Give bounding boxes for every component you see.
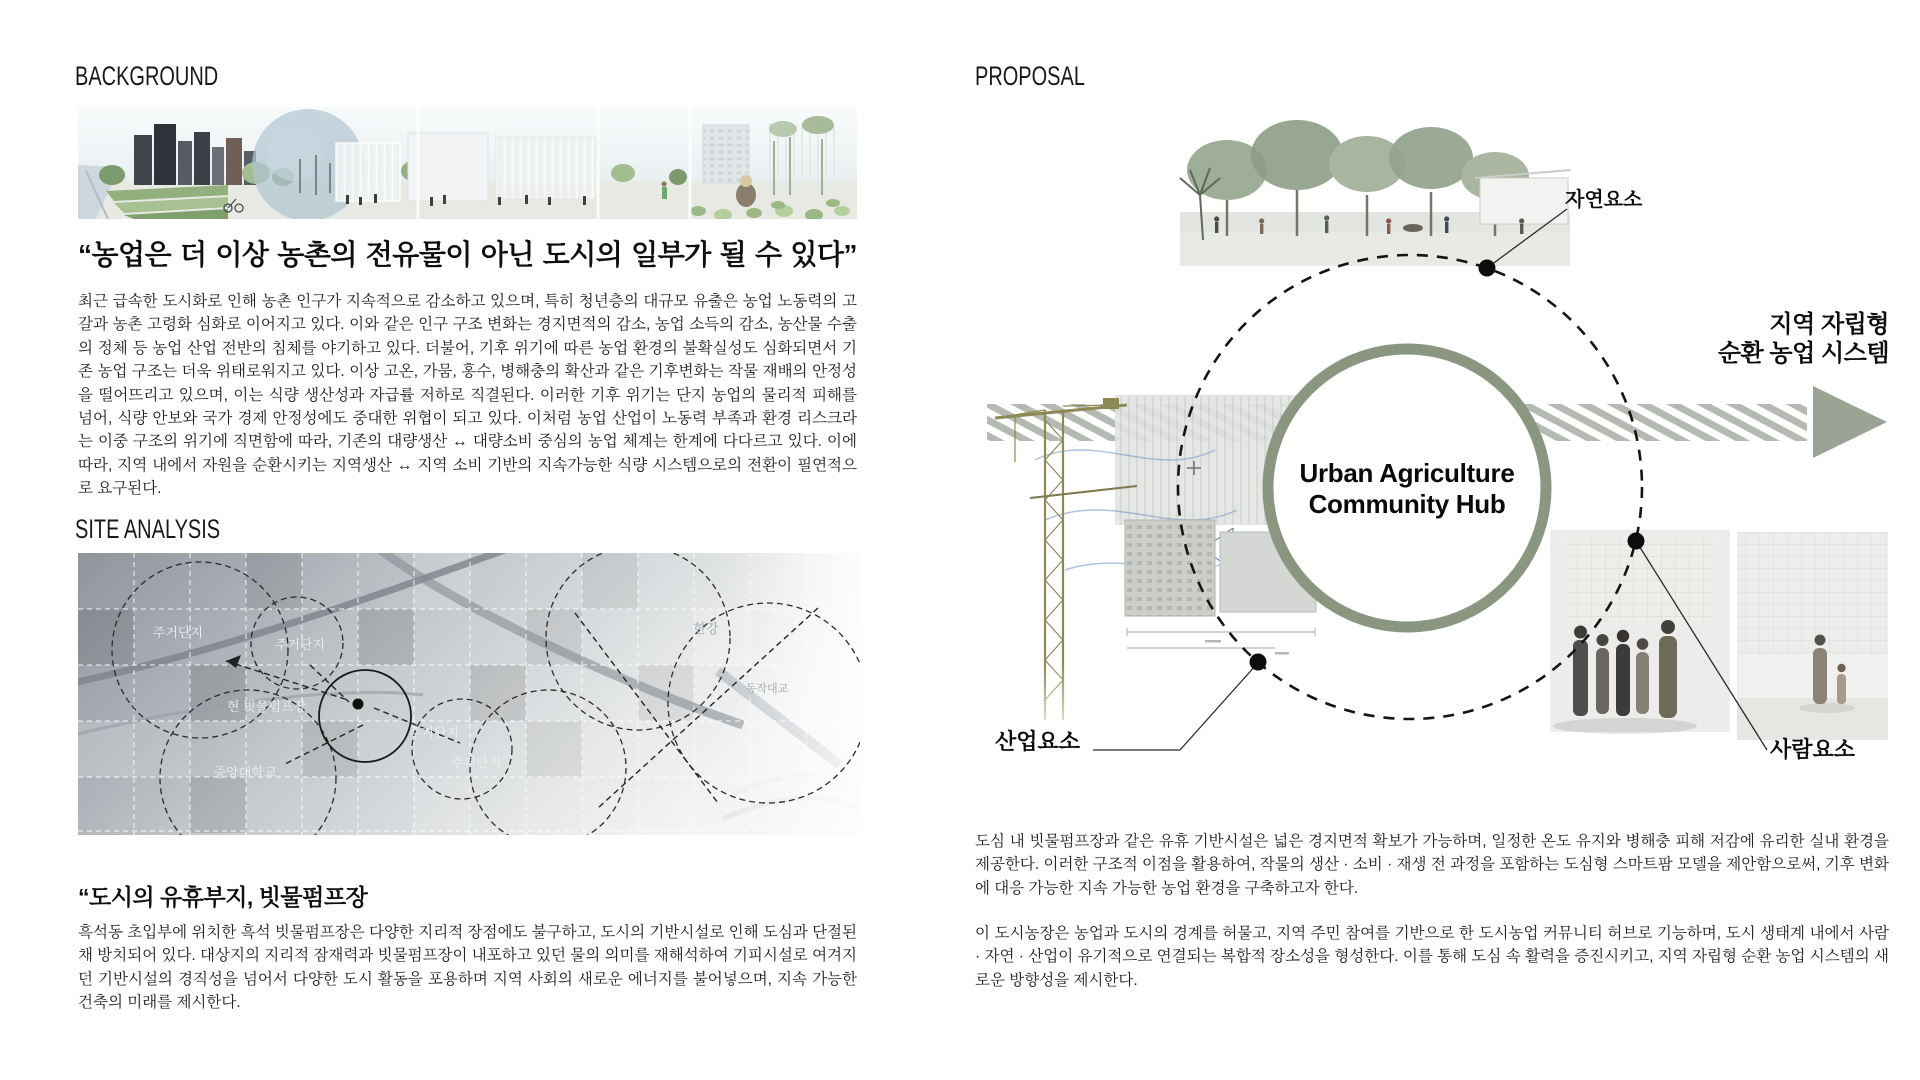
site-map (78, 553, 860, 835)
map-label-bridge: 동작대교 (745, 683, 789, 695)
proposal-paragraph-2: 이 도시농장은 농업과 도시의 경계를 허물고, 지역 주민 참여를 기반으로 한 도시농업 커뮤니티 허브로 기능하며, 도시 생태계 내에서 사람 · 자연 · 산업이 유기적으로 연결되는 복합적 장소성을 형성한다. 이를 통해 도심 속 활력을 증진시키고, 지역 자립형 순환 농업 시스템의 새로운 방향성을 제시한다. (975, 925, 1889, 989)
proposal-diagram (975, 100, 1890, 780)
industry-node-dot (1250, 654, 1267, 671)
panorama-render-image (78, 107, 857, 219)
map-label-university: 중앙대학교 (213, 765, 277, 780)
idle-site-paragraph: 흑석동 초입부에 위치한 흑석 빗물펌프장은 다양한 지리적 장점에도 불구하고, 도시의 기반시설로 인해 도심과 단절된 채 방치되어 있다. 대상지의 지리적 잠재력과 빗물펌프장이 내포하고 있던 물의 의미를 재해석하여 기피시설로 여겨지던 기반시설의 경직성을 넘어서 다양한 도시 활동을 포용하며 지역 사회의 새로운 에너지를 불어넣으며, 지속 가능한 건축의 미래를 제시한다. (78, 924, 857, 1012)
proposal-paragraph-1: 도심 내 빗물펌프장과 같은 유휴 기반시설은 넓은 경지면적 확보가 가능하며, 일정한 온도 유지와 병해충 피해 저감에 유리한 실내 환경을 제공한다. 이러한 구조적 이점을 활용하여, 작물의 생산 · 소비 · 재생 전 과정을 포함하는 도심형 스마트팜 모델을 제안함으로써, 기후 변화에 대응 가능한 지속 가능한 농업 환경을 구축하고자 한다. (975, 833, 1889, 897)
site-map-image (78, 553, 860, 835)
panorama-illustration (78, 107, 857, 219)
dimension-lines (1127, 628, 1315, 655)
site-analysis-heading: SITE ANALYSIS (75, 514, 221, 544)
hub-title-line2: Community Hub (1308, 489, 1506, 519)
map-label-han-river: 한강 (693, 621, 719, 636)
nature-collage (1180, 120, 1571, 266)
pump-station-dot (353, 699, 364, 710)
proposal-heading: PROPOSAL (975, 61, 1085, 91)
background-heading: BACKGROUND (75, 61, 219, 91)
idle-site-heading: “도시의 유휴부지, 빗물펌프장 (78, 884, 368, 910)
industry-label: 산업요소 (995, 729, 1081, 754)
people-label: 사람요소 (1770, 737, 1856, 762)
nature-node-dot (1479, 260, 1496, 277)
map-label-residential-4: 주거단지 (450, 755, 502, 770)
map-label-residential-3: 주거단지 (408, 725, 460, 740)
map-label-residential-2: 주거단지 (274, 637, 326, 652)
proposal-diagram-graphics (975, 100, 1890, 780)
people-collage (1550, 530, 1888, 740)
map-label-residential-1: 주거단지 (152, 625, 204, 640)
map-label-pump-station: 현 빗물펌프장 (227, 699, 306, 714)
headline-quote: “농업은 더 이상 농촌의 전유물이 아닌 도시의 일부가 될 수 있다” (78, 239, 857, 270)
nature-label: 자연요소 (1565, 189, 1643, 211)
people-node-dot (1628, 533, 1645, 550)
arrow-head (1813, 386, 1887, 458)
background-paragraph: 최근 급속한 도시화로 인해 농촌 인구가 지속적으로 감소하고 있으며, 특히 청년층의 대규모 유출은 농업 노동력의 고갈과 농촌 고령화 심화로 이어지고 있다. 이와 같은 인구 구조 변화는 경지면적의 감소, 농업 소득의 감소, 농산물 수출의 정체 등 농업 산업 전반의 침체를 야기하고 있다. 더불어, 기후 위기에 따른 농업 환경의 불확실성도 심화되면서 기존 농업 구조는 더욱 위태로워지고 있다. 이상 고온, 가뭄, 홍수, 병해충의 확산과 같은 기후변화는 작물 재배의 안정성을 떨어뜨리고 있으며, 이는 식량 생산성과 자급률 저하로 직결된다. 이러한 기후 위기는 단지 농업의 물리적 피해를 넘어, 식량 안보와 국가 경제 안정성에도 중대한 위협이 되고 있다. 이처럼 농업 산업이 노동력 부족과 환경 리스크라는 이중 구조의 위기에 직면함에 따라, 기존의 대량생산 ↔ 대량소비 중심의 농업 체계는 한계에 다다르고 있다. 이에 따라, 지역 내에서 자원을 순환시키는 지역생산 ↔ 지역 소비 기반의 지속가능한 식량 시스템으로의 전환이 필연적으로 요구된다. (78, 293, 857, 498)
hub-title (1275, 458, 1539, 520)
system-label-line2: 순환 농업 시스템 (1717, 340, 1889, 367)
system-label-line1: 지역 자립형 (1769, 311, 1889, 338)
system-label (1657, 310, 1889, 368)
hub-title-line1: Urban Agriculture (1299, 458, 1515, 488)
